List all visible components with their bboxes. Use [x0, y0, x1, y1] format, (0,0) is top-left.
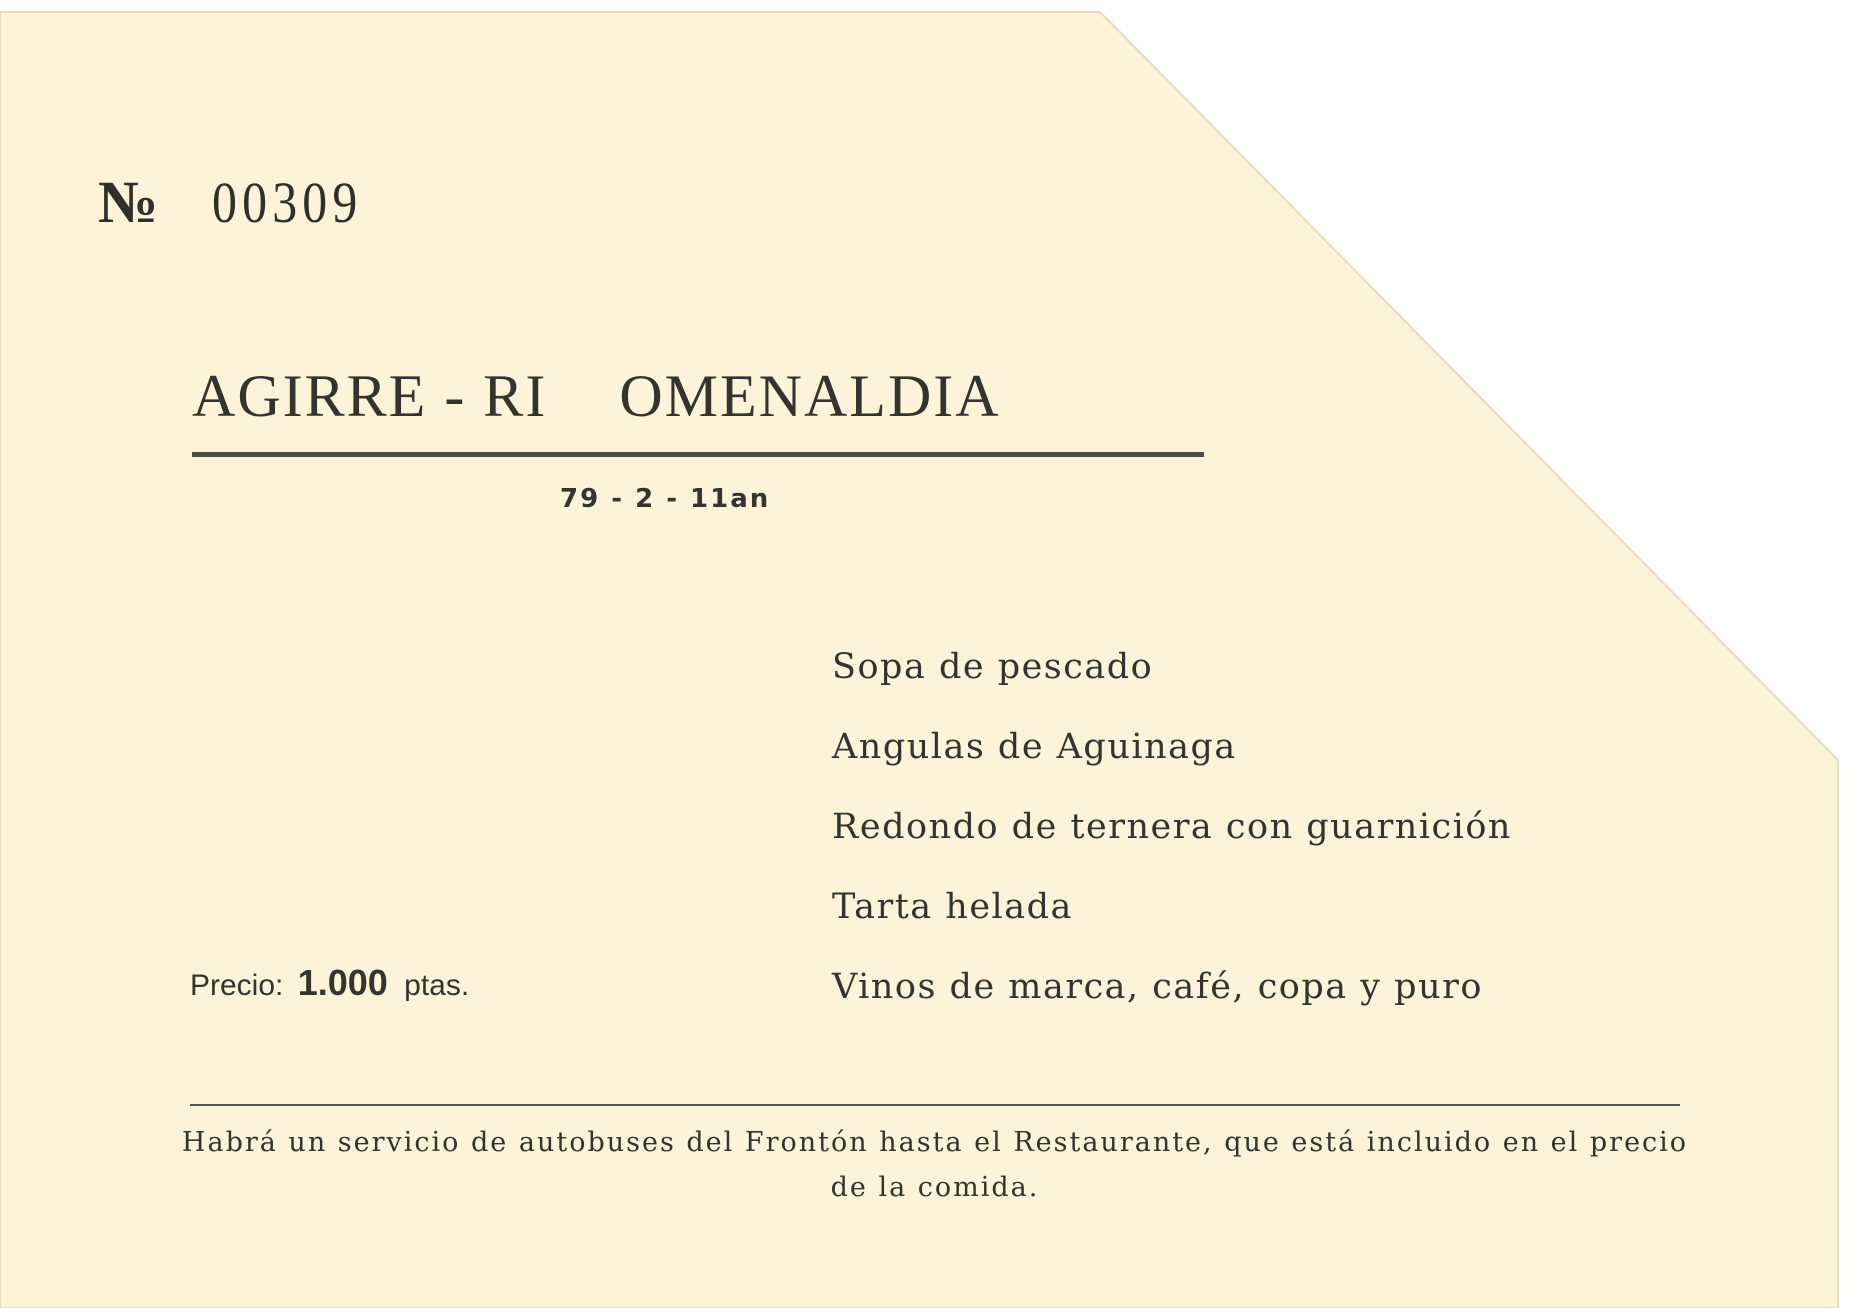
menu-item: Tarta helada: [832, 887, 1073, 927]
price-unit: ptas.: [404, 969, 470, 1002]
ticket-number: [98, 168, 387, 237]
menu-item: Sopa de pescado: [832, 647, 1154, 687]
footer-note: Habrá un servicio de autobuses del Frontón hasta el Restaurante, que está incluido en el precio de la comida.: [181, 1127, 1689, 1203]
number-value: 00309: [212, 170, 363, 235]
menu-item: Angulas de Aguinaga: [832, 727, 1237, 767]
menu-list: [832, 642, 1512, 1042]
price-value: 1.000: [297, 962, 388, 1003]
event-title: [192, 363, 1204, 429]
event-title-part2: OMENALDIA: [619, 363, 1001, 429]
price-label: Precio:: [190, 969, 284, 1002]
title-underline: [192, 452, 1204, 457]
menu-item: Redondo de ternera con guarnición: [832, 807, 1512, 847]
footer-divider: [190, 1104, 1680, 1106]
event-date: 79 - 2 - 11an: [560, 484, 771, 514]
number-sign: №: [98, 169, 157, 235]
price: [190, 962, 469, 1004]
menu-item: Vinos de marca, café, copa y puro: [832, 967, 1483, 1007]
event-title-part1: AGIRRE - RI: [192, 363, 548, 429]
